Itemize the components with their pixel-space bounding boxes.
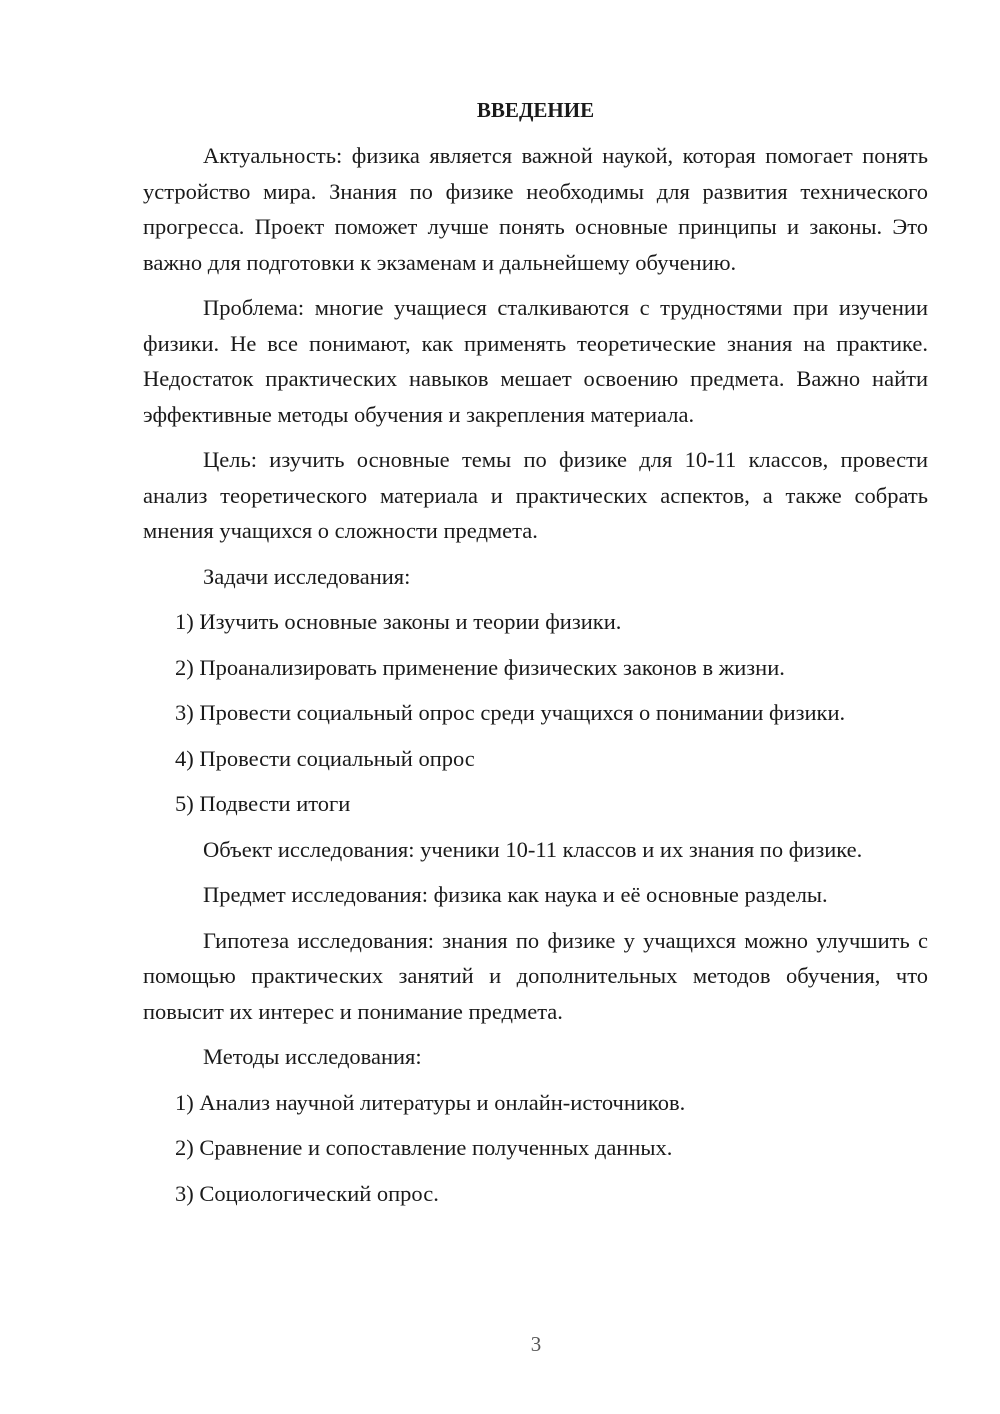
tasks-title: Задачи исследования: <box>203 563 411 589</box>
problem-paragraph: Проблема: многие учащиеся сталкиваются с трудностями при изучении физики. Не все понимают, как применять теоретические знания на практике. Недостаток практических навыков мешает освоению предмета. Важно найти эффективные методы обучения и закрепления материала. <box>143 295 928 427</box>
task-item-5: 5) Подвести итоги <box>175 791 351 816</box>
method-item-1: 1) Анализ научной литературы и онлайн-источников. <box>175 1089 686 1115</box>
goal-paragraph: Цель: изучить основные темы по физике для 10-11 классов, провести анализ теоретического материала и практических аспектов, а также собрать мнения учащихся о сложности предмета. <box>143 447 928 543</box>
page-content <box>143 92 928 1221</box>
section-heading: ВВЕДЕНИЕ <box>476 98 595 122</box>
task-item-4: 4) Провести социальный опрос <box>175 745 475 771</box>
subject-paragraph: Предмет исследования: физика как наука и её основные разделы. <box>203 882 828 907</box>
methods-title: Методы исследования: <box>203 1044 422 1069</box>
hypothesis-paragraph: Гипотеза исследования: знания по физике у учащихся можно улучшить с помощью практических занятий и дополнительных методов обучения, что повысит их интерес и понимание предмета. <box>143 927 928 1024</box>
task-item-2: 2) Проанализировать применение физических законов в жизни. <box>175 654 785 680</box>
method-item-3: 3) Социологический опрос. <box>175 1180 439 1206</box>
relevance-paragraph: Актуальность: физика является важной наукой, которая помогает понять устройство мира. Знания по физике необходимы для развития технического прогресса. Проект поможет лучше понять основные принципы и законы. Это важно для подготовки к экзаменам и дальнейшему обучению. <box>143 143 928 275</box>
task-item-3: 3) Провести социальный опрос среди учащихся о понимании физики. <box>175 700 846 725</box>
method-item-2: 2) Сравнение и сопоставление полученных данных. <box>175 1135 673 1160</box>
page-number: 3 <box>530 1332 542 1356</box>
task-item-1: 1) Изучить основные законы и теории физики. <box>175 609 622 634</box>
object-paragraph: Объект исследования: ученики 10-11 классов и их знания по физике. <box>203 836 863 862</box>
